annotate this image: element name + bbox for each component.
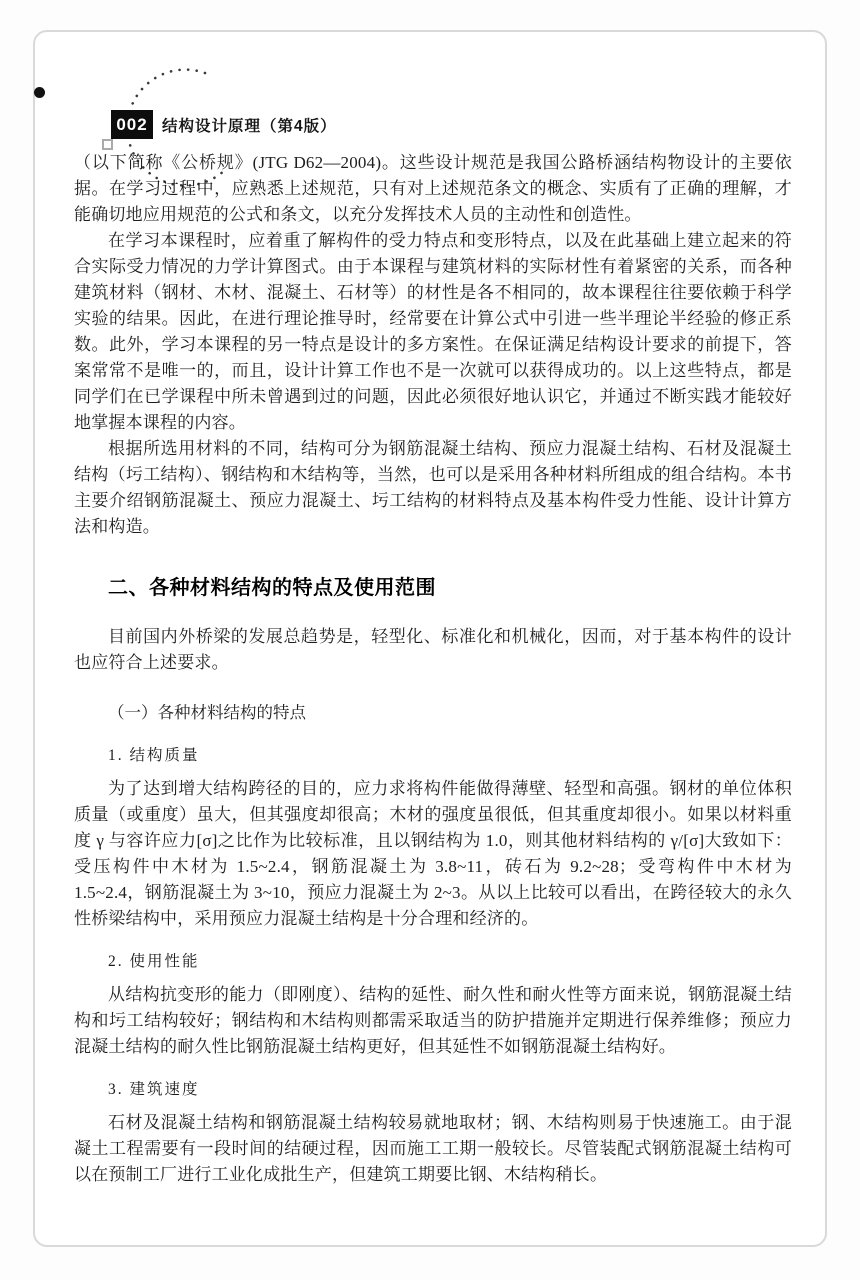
body-paragraph: 从结构抗变形的能力（即刚度）、结构的延性、耐久性和耐火性等方面来说，钢筋混凝土结构和圬工结构较好；钢结构和木结构则都需采取适当的防护措施并定期进行保养维修；预应力混凝土结构的耐久性比钢筋混凝土结构更好，但其延性不如钢筋混凝土结构好。 xyxy=(74,985,792,1056)
section-heading3: 1. 结构质量 xyxy=(108,747,200,764)
body-paragraph: 为了达到增大结构跨径的目的，应力求将构件能做得薄壁、轻型和高强。钢材的单位体积质量（或重度）虽大，但其强度却很高；木材的强度虽很低，但其重度却很小。如果以材料重度 γ 与容许应力[σ]之比作为比较标准，且以钢结构为 1.0，则其他材料结构的 γ/[σ]大致如下：受压构件中木材为 1.5~2.4，钢筋混凝土为 3.8~11，砖石为 9.2~28；受弯构件中木材为 1.5~2.4，钢筋混凝土为 3~10，预应力混凝土为 2~3。从以上比较可以看出，在跨径较大的永久性桥梁结构中，采用预应力混凝土结构是十分合理和经济的。 xyxy=(74,779,792,928)
body-paragraph: （以下简称《公桥规》(JTG D62—2004)。这些设计规范是我国公路桥涵结构物设计的主要依据。在学习过程中，应熟悉上述规范，只有对上述规范条文的概念、实质有了正确的理解，才能确切地应用规范的公式和条文，以充分发挥技术人员的主动性和创造性。 xyxy=(74,153,792,224)
page-body-text xyxy=(74,150,792,1188)
body-paragraph: 目前国内外桥梁的发展总趋势是，轻型化、标准化和机械化，因而，对于基本构件的设计也应符合上述要求。 xyxy=(74,627,792,672)
body-paragraph: 在学习本课程时，应着重了解构件的受力特点和变形特点，以及在此基础上建立起来的符合实际受力情况的力学计算图式。由于本课程与建筑材料的实际材性有着紧密的关系，而各种建筑材料（钢材、木材、混凝土、石材等）的材性是各不相同的，故本课程往往要依赖于科学实验的结果。因此，在进行理论推导时，经常要在计算公式中引进一些半理论半经验的修正系数。此外，学习本课程的另一特点是设计的多方案性。在保证满足结构设计要求的前提下，答案常常不是唯一的，而且，设计计算工作也不是一次就可以获得成功的。以上这些特点，都是同学们在已学课程中所未曾遇到过的问题，因此必须很好地认识它，并通过不断实践才能较好地掌握本课程的内容。 xyxy=(74,231,792,432)
body-paragraph: 石材及混凝土结构和钢筋混凝土结构较易就地取材；钢、木结构则易于快速施工。由于混凝土工程需要有一段时间的结硬过程，因而施工工期一般较长。尽管装配式钢筋混凝土结构可以在预制工厂进行工业化成批生产，但建筑工期要比钢、木结构稍长。 xyxy=(74,1113,792,1184)
section-heading3: 2. 使用性能 xyxy=(108,953,200,970)
section-heading3: 3. 建筑速度 xyxy=(108,1081,200,1098)
bullet-dot-decoration xyxy=(34,87,45,98)
book-title: 结构设计原理（第4版） xyxy=(162,118,337,135)
body-paragraph: 根据所选用材料的不同，结构可分为钢筋混凝土结构、预应力混凝土结构、石材及混凝土结构（圬工结构）、钢结构和木结构等，当然，也可以是采用各种材料所组成的组合结构。本书主要介绍钢筋混凝土、预应力混凝土、圬工结构的材料特点及基本构件受力性能、设计计算方法和构造。 xyxy=(74,439,792,536)
square-marker-decoration xyxy=(102,139,113,150)
book-page xyxy=(33,30,827,1247)
section-heading2: （一）各种材料结构的特点 xyxy=(108,703,306,722)
page-number-badge: 002 xyxy=(111,110,153,139)
section-heading1: 二、各种材料结构的特点及使用范围 xyxy=(108,577,436,599)
